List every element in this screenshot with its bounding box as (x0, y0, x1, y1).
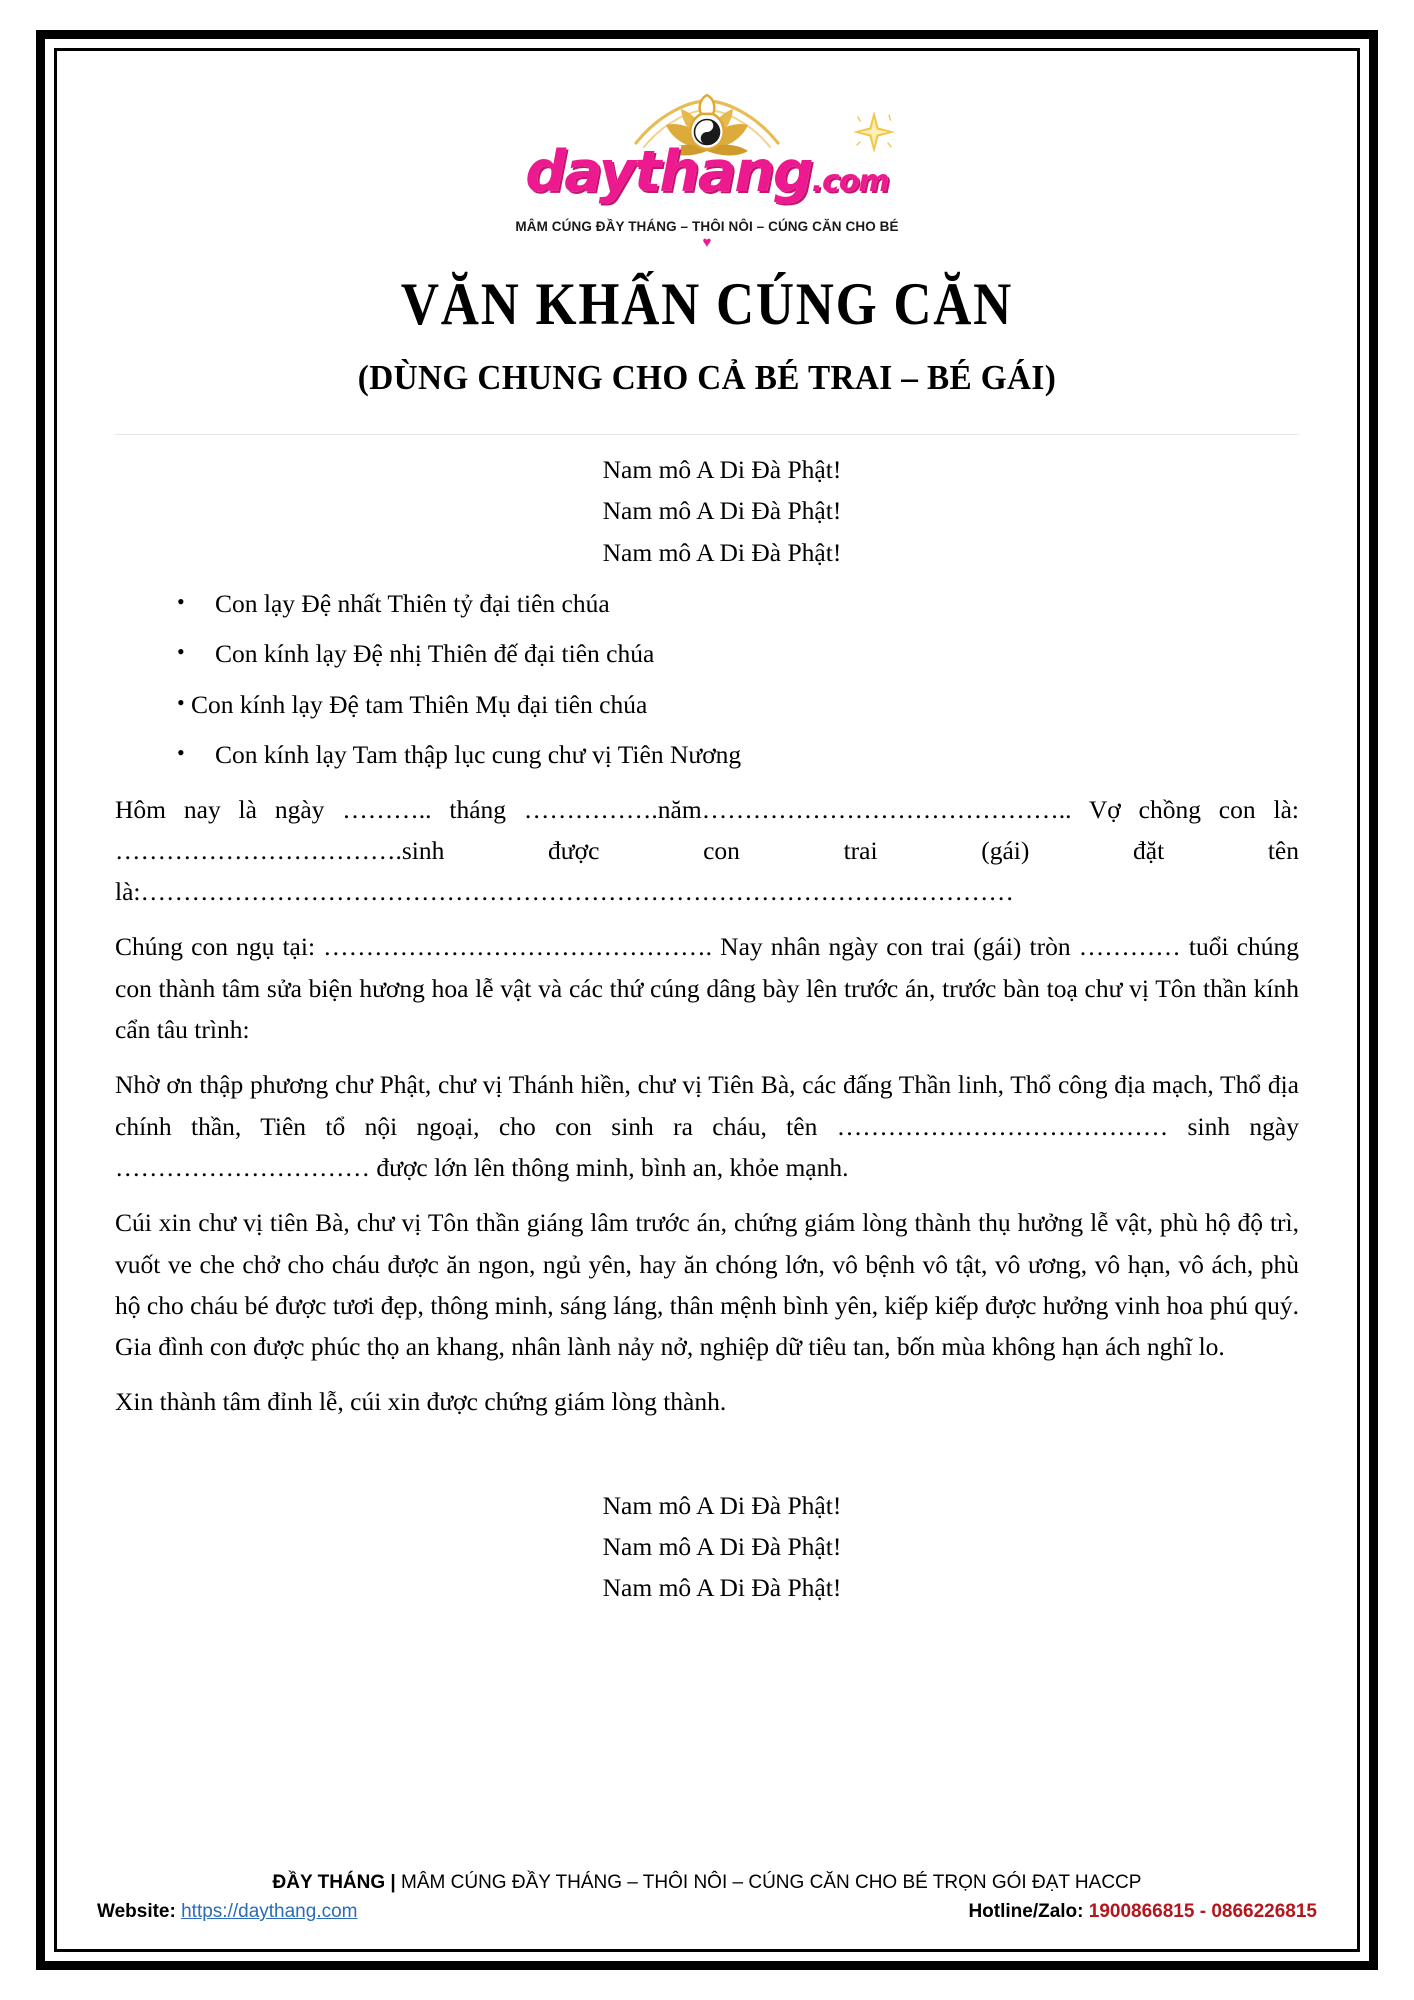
chant-line: Nam mô A Di Đà Phật! (602, 1573, 842, 1603)
list-item-label: Con lạy Đệ nhất Thiên tỷ đại tiên chúa (215, 588, 610, 618)
logo-wordmark-text: daythang (525, 139, 812, 205)
page-footer (97, 1872, 1317, 1923)
list-item (115, 637, 1299, 671)
footer-hotline-group (968, 1901, 1317, 1923)
prayer-body (115, 434, 1299, 1609)
bullet-icon: • (177, 639, 185, 665)
paragraph-final-plea: Xin thành tâm đỉnh lễ, cúi xin được chứng giám lòng thành. (115, 1387, 727, 1417)
chant-line: Nam mô A Di Đà Phật! (602, 537, 842, 567)
footer-brand-name: ĐẦY THÁNG (272, 1872, 386, 1893)
opening-chant (115, 449, 1299, 573)
heart-icon: ♥ (702, 235, 712, 251)
list-item (115, 587, 1299, 621)
footer-separator: | (385, 1872, 402, 1893)
page-subtitle: (DÙNG CHUNG CHO CẢ BÉ TRAI – BÉ GÁI) (357, 358, 1057, 397)
chant-line: Nam mô A Di Đà Phật! (602, 1532, 842, 1562)
paragraph-gratitude: Nhờ ơn thập phương chư Phật, chư vị Thánh hiền, chư vị Tiên Bà, các đấng Thần linh, Thổ công địa mạch, Thổ địa chính thần, Tiên tổ nội ngoại, cho con sinh ra cháu, tên ………………………………… sinh ngày ………………………… được lớn lên thông minh, bình an, khỏe mạnh. (115, 1070, 1299, 1182)
page-title: VĂN KHẤN CÚNG CĂN (400, 271, 1014, 337)
list-item-label: Con kính lạy Đệ nhị Thiên đế đại tiên chúa (215, 639, 655, 669)
footer-website-group (97, 1901, 358, 1923)
list-item (115, 688, 1299, 722)
paragraph-residence: Chúng con ngụ tại: ………………………………………. Nay nhân ngày con trai (gái) tròn ………… tuổi chúng con thành tâm sửa biện hương hoa lễ vật và các thứ cúng dâng bày lên trước án, trước bàn toạ chư vị Tôn thần kính cẩn tâu trình: (115, 932, 1299, 1045)
hotline-label: Hotline/Zalo: (968, 1901, 1089, 1922)
divider (115, 434, 1299, 435)
paragraph-blessing-request: Cúi xin chư vị tiên Bà, chư vị Tôn thần giáng lâm trước án, chứng giám lòng thành thụ hưởng lễ vật, phù hộ độ trì, vuốt ve che chở cho cháu được ăn ngon, ngủ yên, hay ăn chóng lớn, vô bệnh vô tật, vô ương, vô hạn, vô ách, phù hộ cho cháu bé được tươi đẹp, thông minh, sáng láng, thân mệnh bình yên, kiếp kiếp được hưởng vinh hoa phú quý. Gia đình con được phúc thọ an khang, nhân lành nảy nở, nghiệp dữ tiêu tan, bốn mùa không hạn ách nghĩ lo. (115, 1208, 1299, 1362)
list-item-label: Con kính lạy Đệ tam Thiên Mụ đại tiên chúa (191, 689, 648, 719)
brand-tagline: MÂM CÚNG ĐẦY THÁNG – THÔI NÔI – CÚNG CĂN CHO BÉ (515, 219, 899, 234)
document-page-inner-border (54, 48, 1360, 1952)
footer-services-text: MÂM CÚNG ĐẦY THÁNG – THÔI NÔI – CÚNG CĂN CHO BÉ TRỌN GÓI ĐẠT HACCP (401, 1872, 1142, 1893)
bullet-icon: • (177, 740, 185, 766)
chant-line: Nam mô A Di Đà Phật! (602, 455, 842, 484)
footer-services-line (97, 1872, 1317, 1894)
document-body (57, 51, 1357, 1949)
website-link[interactable]: https://daythang.com (181, 1901, 358, 1922)
logo-wordmark-tld: .com (811, 164, 889, 199)
bullet-icon: • (177, 689, 185, 715)
logo-wordmark (497, 139, 917, 205)
closing-chant (115, 1485, 1299, 1609)
list-item-label: Con kính lạy Tam thập lục cung chư vị Tiên Nương (215, 740, 742, 770)
logo-artwork (497, 87, 917, 215)
website-label: Website: (97, 1901, 182, 1922)
brand-header (115, 77, 1299, 251)
bullet-icon: • (177, 588, 185, 614)
hotline-number[interactable]: 1900866815 - 0866226815 (1088, 1901, 1317, 1922)
footer-contact-line (97, 1901, 1317, 1923)
chant-line: Nam mô A Di Đà Phật! (602, 496, 842, 526)
paragraph-date-and-parents: Hôm nay là ngày ……….. tháng …………….năm…………………………………….. Vợ chồng con là: …………………………….sinh được con trai (gái) đặt tên là:……………………………………………………………………………….………… (115, 794, 1299, 907)
chant-line: Nam mô A Di Đà Phật! (602, 1490, 842, 1520)
deity-invocation-list (115, 587, 1299, 773)
list-item (115, 738, 1299, 772)
document-page-border (36, 30, 1378, 1970)
